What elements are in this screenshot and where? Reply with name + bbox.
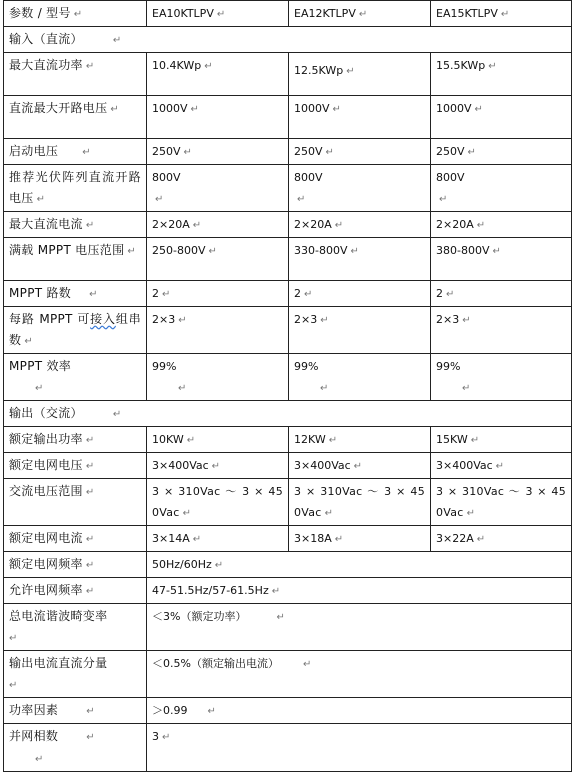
row-label: 满载 MPPT 电压范围 ↵	[4, 238, 147, 281]
cell-value: 2×20A ↵	[147, 212, 289, 238]
row-label: 额定电网电流 ↵	[4, 526, 147, 552]
row-label: 额定电网频率 ↵	[4, 552, 147, 578]
cell-value: 10KW ↵	[147, 427, 289, 453]
cell-value: 2×20A ↵	[289, 212, 431, 238]
section-row	[4, 27, 572, 53]
cell-value: 380-800V ↵	[431, 238, 572, 281]
table-row	[4, 453, 572, 479]
cell-value: 2×3 ↵	[289, 307, 431, 354]
cell-value: 15.5KWp ↵	[431, 53, 572, 96]
cell-value: 2 ↵	[147, 281, 289, 307]
spec-table	[3, 0, 572, 772]
cell-value: 47-51.5Hz/57-61.5Hz ↵	[147, 578, 572, 604]
table-row	[4, 578, 572, 604]
row-label: 最大直流功率 ↵	[4, 53, 147, 96]
model-header: EA10KTLPV ↵	[147, 1, 289, 27]
cell-value: 10.4KWp ↵	[147, 53, 289, 96]
model-header: EA15KTLPV ↵	[431, 1, 572, 27]
cell-value: 1000V ↵	[431, 96, 572, 139]
section-dc-input: 输入（直流） ↵	[4, 27, 572, 53]
table-row	[4, 139, 572, 165]
row-label: 启动电压 ↵	[4, 139, 147, 165]
row-label: 直流最大开路电压 ↵	[4, 96, 147, 139]
cell-value: 800V ↵	[147, 165, 289, 212]
cell-value: ＜0.5%（额定输出电流） ↵	[147, 651, 572, 698]
table-row	[4, 238, 572, 281]
section-ac-output: 输出（交流） ↵	[4, 401, 572, 427]
row-label: 功率因素 ↵	[4, 698, 147, 724]
cell-value: 250V ↵	[431, 139, 572, 165]
header-row	[4, 1, 572, 27]
row-label: 输出电流直流分量 ↵	[4, 651, 147, 698]
row-label: 并网相数 ↵ ↵	[4, 724, 147, 772]
cell-value: 800V ↵	[431, 165, 572, 212]
param-header: 参数 / 型号 ↵	[4, 1, 147, 27]
row-label: 额定输出功率 ↵	[4, 427, 147, 453]
row-label: MPPT 效率 ↵	[4, 354, 147, 401]
cell-value: 1000V ↵	[147, 96, 289, 139]
cell-value: 3×400Vac ↵	[147, 453, 289, 479]
cell-value: 12.5KWp ↵	[289, 53, 431, 96]
cell-value: 250V ↵	[289, 139, 431, 165]
row-label: 允许电网频率 ↵	[4, 578, 147, 604]
table-row	[4, 479, 572, 526]
cell-value: 800V ↵	[289, 165, 431, 212]
model-header: EA12KTLPV ↵	[289, 1, 431, 27]
cell-value: 2 ↵	[289, 281, 431, 307]
cell-value: 2×3 ↵	[431, 307, 572, 354]
cell-value: ＞0.99 ↵	[147, 698, 572, 724]
cell-value: 99% ↵	[147, 354, 289, 401]
table-row	[4, 427, 572, 453]
section-row	[4, 401, 572, 427]
cell-value: 3×400Vac ↵	[289, 453, 431, 479]
row-label: 额定电网电压 ↵	[4, 453, 147, 479]
cell-value: 250V ↵	[147, 139, 289, 165]
table-row	[4, 53, 572, 96]
cell-value: 3 ↵	[147, 724, 572, 772]
cell-value: 3×18A ↵	[289, 526, 431, 552]
cell-value: 3 × 310Vac ～ 3 × 450Vac ↵	[431, 479, 572, 526]
cell-value: 250-800V ↵	[147, 238, 289, 281]
cell-value: 3×14A ↵	[147, 526, 289, 552]
cell-value: 1000V ↵	[289, 96, 431, 139]
table-row	[4, 165, 572, 212]
cell-value: 15KW ↵	[431, 427, 572, 453]
table-row	[4, 698, 572, 724]
cell-value: 2×3 ↵	[147, 307, 289, 354]
cell-value: 99% ↵	[289, 354, 431, 401]
table-row	[4, 651, 572, 698]
cell-value: 12KW ↵	[289, 427, 431, 453]
cell-value: 3×400Vac ↵	[431, 453, 572, 479]
cell-value: 3×22A ↵	[431, 526, 572, 552]
row-label: 最大直流电流 ↵	[4, 212, 147, 238]
cell-value: ＜3%（额定功率） ↵	[147, 604, 572, 651]
table-row	[4, 212, 572, 238]
row-label: 推荐光伏阵列直流开路电压 ↵	[4, 165, 147, 212]
cell-value: 330-800V ↵	[289, 238, 431, 281]
table-row	[4, 526, 572, 552]
table-row	[4, 96, 572, 139]
table-row	[4, 604, 572, 651]
cell-value: 50Hz/60Hz ↵	[147, 552, 572, 578]
table-row	[4, 307, 572, 354]
cell-value: 3 × 310Vac ～ 3 × 450Vac ↵	[289, 479, 431, 526]
cell-value: 2×20A ↵	[431, 212, 572, 238]
cell-value: 2 ↵	[431, 281, 572, 307]
cell-value: 99% ↵	[431, 354, 572, 401]
table-row	[4, 552, 572, 578]
table-row	[4, 281, 572, 307]
row-label: 交流电压范围 ↵	[4, 479, 147, 526]
row-label: 总电流谐波畸变率 ↵	[4, 604, 147, 651]
table-row	[4, 354, 572, 401]
row-label: 每路 MPPT 可接入组串数 ↵	[4, 307, 147, 354]
table-row	[4, 724, 572, 772]
cell-value: 3 × 310Vac ～ 3 × 450Vac ↵	[147, 479, 289, 526]
row-label: MPPT 路数 ↵	[4, 281, 147, 307]
